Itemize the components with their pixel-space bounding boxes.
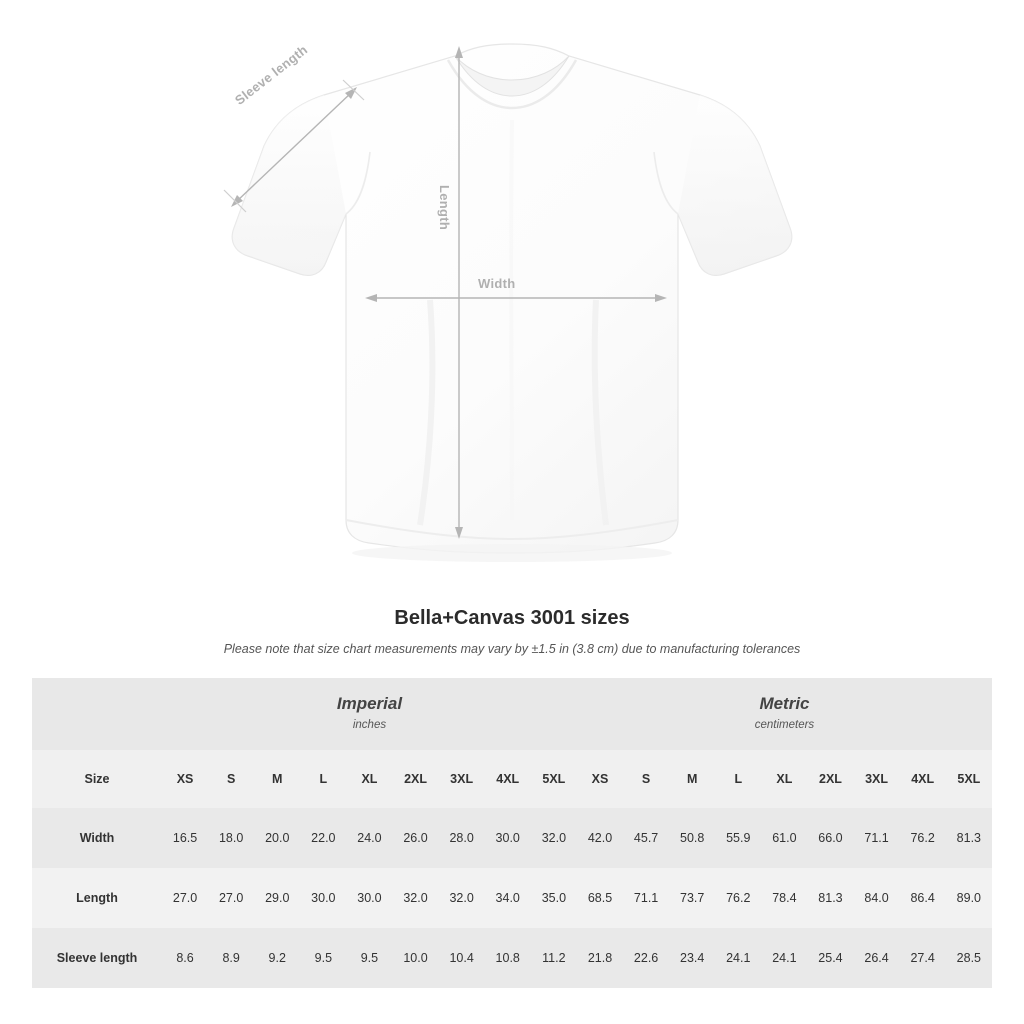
cell-sleeve-metric-2xl: 25.4: [807, 928, 853, 988]
cell-length-imperial-s: 27.0: [208, 868, 254, 928]
size-header-row: [32, 750, 992, 808]
cell-width-imperial-m: 20.0: [254, 808, 300, 868]
size-header-xs-imperial: XS: [162, 750, 208, 808]
cell-sleeve-imperial-m: 9.2: [254, 928, 300, 988]
cell-length-metric-m: 73.7: [669, 868, 715, 928]
size-header-4xl-metric: 4XL: [900, 750, 946, 808]
size-header-5xl-imperial: 5XL: [531, 750, 577, 808]
size-column-header: Size: [32, 750, 162, 808]
cell-width-imperial-xl: 24.0: [346, 808, 392, 868]
cell-sleeve-imperial-4xl: 10.8: [485, 928, 531, 988]
cell-width-metric-l: 55.9: [715, 808, 761, 868]
cell-width-imperial-3xl: 28.0: [439, 808, 485, 868]
cell-sleeve-metric-4xl: 27.4: [900, 928, 946, 988]
cell-sleeve-metric-s: 22.6: [623, 928, 669, 988]
size-header-5xl-metric: 5XL: [946, 750, 992, 808]
size-header-xl-metric: XL: [761, 750, 807, 808]
size-header-4xl-imperial: 4XL: [485, 750, 531, 808]
tolerance-note: Please note that size chart measurements may vary by ±1.5 in (3.8 cm) due to manufacturing tolerances: [223, 642, 801, 656]
cell-width-metric-s: 45.7: [623, 808, 669, 868]
unit-header-row: [32, 678, 992, 750]
size-table-container: [32, 678, 992, 988]
cell-width-imperial-xs: 16.5: [162, 808, 208, 868]
size-table: [32, 678, 992, 988]
metric-title: Metric: [759, 694, 810, 714]
row-label-length: Length: [32, 868, 162, 928]
table-row: [32, 868, 992, 928]
cell-length-metric-4xl: 86.4: [900, 868, 946, 928]
cell-width-metric-2xl: 66.0: [807, 808, 853, 868]
size-header-s-imperial: S: [208, 750, 254, 808]
cell-width-imperial-4xl: 30.0: [485, 808, 531, 868]
cell-width-metric-xs: 42.0: [577, 808, 623, 868]
table-row: [32, 928, 992, 988]
row-label-sleeve-length: Sleeve length: [32, 928, 162, 988]
size-header-m-metric: M: [669, 750, 715, 808]
cell-sleeve-imperial-xs: 8.6: [162, 928, 208, 988]
cell-sleeve-metric-l: 24.1: [715, 928, 761, 988]
size-header-l-imperial: L: [300, 750, 346, 808]
imperial-subtitle: inches: [352, 719, 387, 732]
cell-sleeve-metric-3xl: 26.4: [854, 928, 900, 988]
cell-length-imperial-5xl: 35.0: [531, 868, 577, 928]
cell-sleeve-imperial-l: 9.5: [300, 928, 346, 988]
cell-length-imperial-3xl: 32.0: [439, 868, 485, 928]
cell-length-metric-2xl: 81.3: [807, 868, 853, 928]
size-header-s-metric: S: [623, 750, 669, 808]
imperial-title: Imperial: [336, 694, 403, 714]
cell-sleeve-metric-5xl: 28.5: [946, 928, 992, 988]
unit-header-spacer: [32, 678, 162, 750]
table-row: [32, 808, 992, 868]
cell-length-imperial-m: 29.0: [254, 868, 300, 928]
cell-sleeve-imperial-3xl: 10.4: [439, 928, 485, 988]
cell-width-imperial-s: 18.0: [208, 808, 254, 868]
size-header-m-imperial: M: [254, 750, 300, 808]
size-header-l-metric: L: [715, 750, 761, 808]
cell-sleeve-imperial-s: 8.9: [208, 928, 254, 988]
cell-length-metric-xl: 78.4: [761, 868, 807, 928]
cell-sleeve-imperial-2xl: 10.0: [392, 928, 438, 988]
cell-sleeve-imperial-xl: 9.5: [346, 928, 392, 988]
cell-sleeve-metric-xl: 24.1: [761, 928, 807, 988]
cell-length-imperial-4xl: 34.0: [485, 868, 531, 928]
cell-length-metric-l: 76.2: [715, 868, 761, 928]
cell-length-imperial-l: 30.0: [300, 868, 346, 928]
unit-header-metric: [577, 678, 992, 750]
cell-width-imperial-l: 22.0: [300, 808, 346, 868]
size-header-3xl-imperial: 3XL: [439, 750, 485, 808]
page-title: Bella+Canvas 3001 sizes: [394, 607, 630, 629]
cell-length-metric-3xl: 84.0: [854, 868, 900, 928]
cell-width-metric-3xl: 71.1: [854, 808, 900, 868]
row-label-width: Width: [32, 808, 162, 868]
cell-length-imperial-xs: 27.0: [162, 868, 208, 928]
length-label: Length: [437, 185, 452, 231]
title-block: [0, 607, 1024, 656]
cell-length-metric-xs: 68.5: [577, 868, 623, 928]
size-header-xl-imperial: XL: [346, 750, 392, 808]
cell-width-metric-m: 50.8: [669, 808, 715, 868]
unit-header-imperial: [162, 678, 577, 750]
metric-subtitle: centimeters: [754, 719, 815, 732]
cell-width-metric-4xl: 76.2: [900, 808, 946, 868]
cell-width-imperial-2xl: 26.0: [392, 808, 438, 868]
cell-width-metric-5xl: 81.3: [946, 808, 992, 868]
cell-length-metric-5xl: 89.0: [946, 868, 992, 928]
width-label: Width: [478, 276, 516, 291]
size-header-3xl-metric: 3XL: [854, 750, 900, 808]
size-header-2xl-imperial: 2XL: [392, 750, 438, 808]
cell-length-imperial-xl: 30.0: [346, 868, 392, 928]
cell-length-metric-s: 71.1: [623, 868, 669, 928]
sleeve-length-label: Sleeve length: [232, 41, 311, 108]
size-header-2xl-metric: 2XL: [807, 750, 853, 808]
cell-sleeve-imperial-5xl: 11.2: [531, 928, 577, 988]
cell-width-metric-xl: 61.0: [761, 808, 807, 868]
cell-length-imperial-2xl: 32.0: [392, 868, 438, 928]
size-header-xs-metric: XS: [577, 750, 623, 808]
cell-width-imperial-5xl: 32.0: [531, 808, 577, 868]
cell-sleeve-metric-xs: 21.8: [577, 928, 623, 988]
cell-sleeve-metric-m: 23.4: [669, 928, 715, 988]
